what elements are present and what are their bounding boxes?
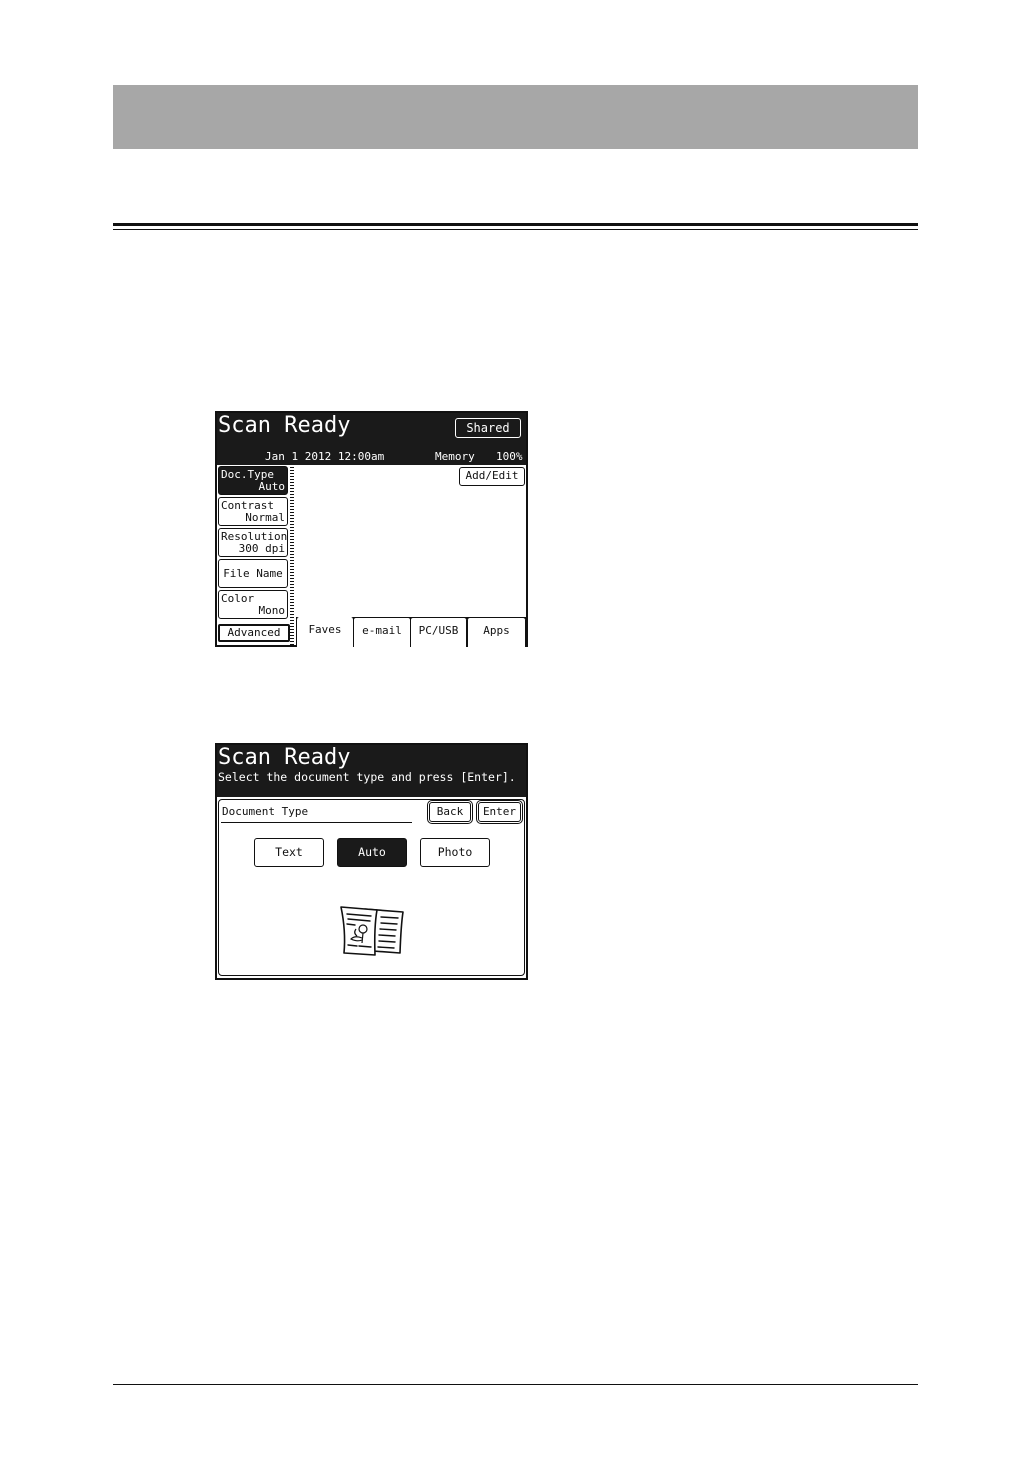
file-name-button[interactable] xyxy=(218,559,288,588)
section-rule-thin xyxy=(113,229,918,230)
section-rule xyxy=(113,223,918,226)
document-type-label: Document Type xyxy=(222,805,309,818)
color-label: Color xyxy=(221,592,255,605)
doc-type-label: Doc.Type xyxy=(221,468,274,481)
doc-type-value: Auto xyxy=(258,480,285,493)
back-button[interactable]: Back xyxy=(429,802,471,822)
scan-ready-screen xyxy=(215,411,528,647)
advanced-button[interactable]: Advanced xyxy=(218,624,290,642)
memory-value: 100% xyxy=(496,450,523,463)
add-edit-button[interactable]: Add/Edit xyxy=(459,467,525,486)
footer-rule xyxy=(113,1384,918,1385)
document-type-screen xyxy=(215,743,528,980)
title-bar xyxy=(217,413,526,465)
shared-button[interactable]: Shared xyxy=(455,418,521,438)
header-band xyxy=(113,85,918,149)
title-bar xyxy=(217,745,526,797)
tab-apps[interactable]: Apps xyxy=(467,617,526,647)
documents-icon xyxy=(335,905,407,957)
resolution-label: Resolution xyxy=(221,530,288,543)
enter-button[interactable]: Enter xyxy=(478,802,521,822)
memory-label: Memory xyxy=(435,450,475,463)
instruction-text: Select the document type and press [Enter]. xyxy=(218,770,516,784)
auto-option-button[interactable]: Auto xyxy=(337,838,407,867)
color-value: Mono xyxy=(258,604,285,617)
date-time: Jan 1 2012 12:00am xyxy=(265,450,385,463)
screen-title: Scan Ready xyxy=(218,413,351,438)
text-option-button[interactable]: Text xyxy=(254,838,324,867)
tab-email[interactable]: e-mail xyxy=(353,617,411,647)
tab-faves[interactable]: Faves xyxy=(296,617,354,647)
contrast-button[interactable] xyxy=(218,497,288,526)
contrast-value: Normal xyxy=(245,511,285,524)
photo-option-button[interactable]: Photo xyxy=(420,838,490,867)
resolution-value: 300 dpi xyxy=(238,542,285,555)
screen-title: Scan Ready xyxy=(218,745,351,770)
contrast-label: Contrast xyxy=(221,499,274,512)
label-underline xyxy=(221,822,412,823)
file-name-label: File Name xyxy=(223,567,283,580)
color-button[interactable] xyxy=(218,590,288,619)
scroll-indicator xyxy=(290,465,294,645)
doc-type-button[interactable] xyxy=(218,466,288,495)
resolution-button[interactable] xyxy=(218,528,288,557)
tab-pc-usb[interactable]: PC/USB xyxy=(410,617,467,647)
